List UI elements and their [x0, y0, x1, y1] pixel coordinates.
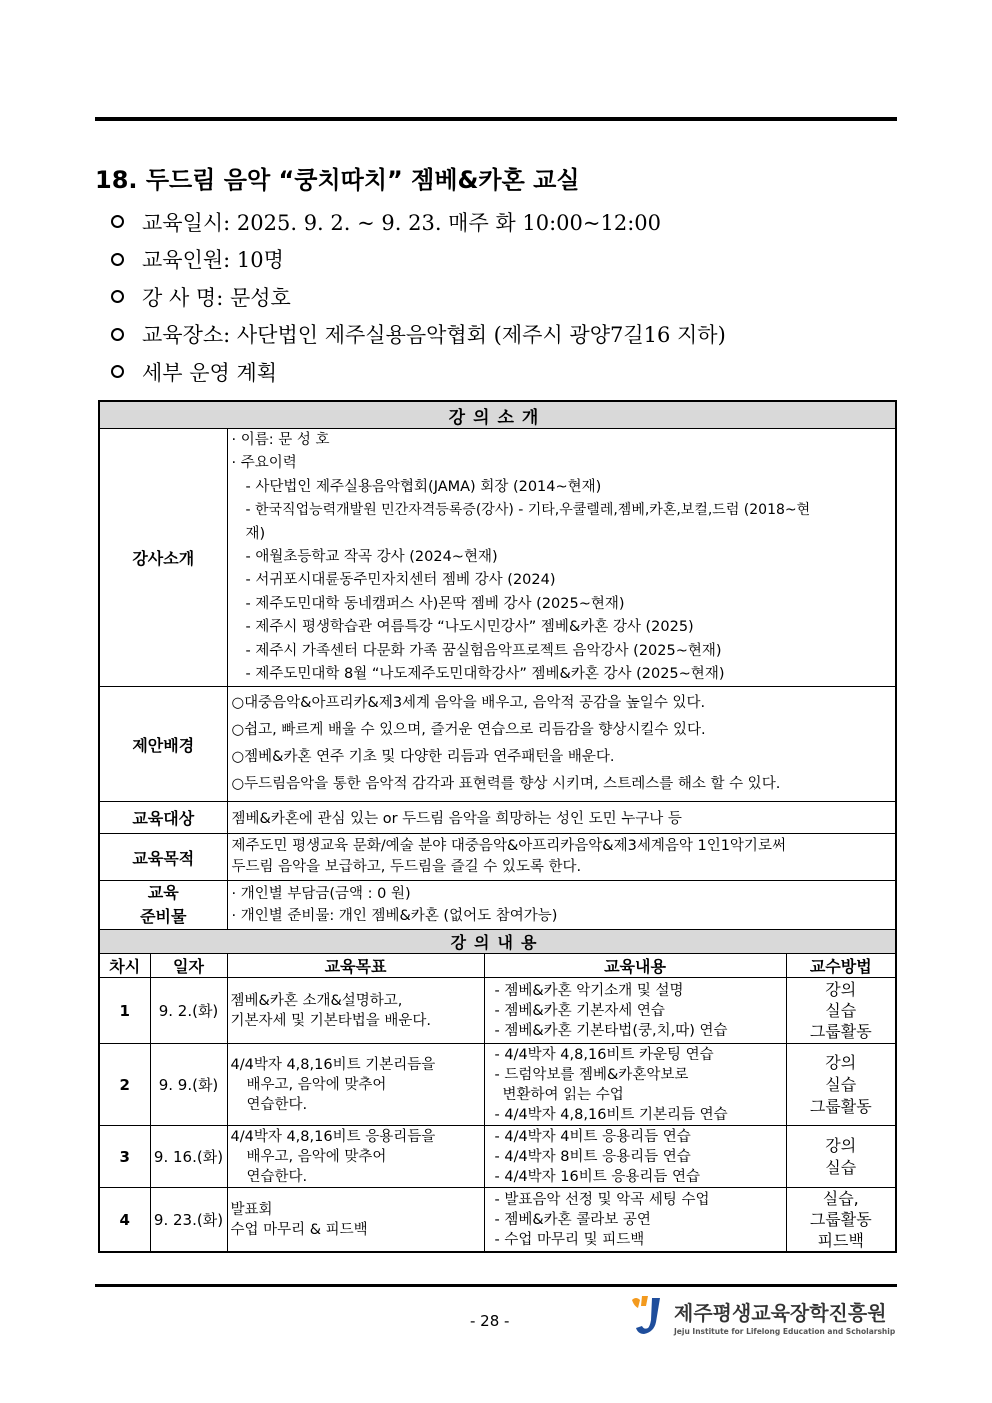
bullet-instructor: [110, 278, 726, 316]
session-detail: [484, 1044, 786, 1126]
method-line: 그룹활동: [809, 1096, 872, 1116]
circle-bullet-icon: [111, 365, 124, 378]
method-line: 실습: [825, 1157, 857, 1177]
session-number: 2: [99, 1044, 150, 1126]
session-goal: [227, 1044, 484, 1126]
session-date: 9. 23.(화): [150, 1188, 227, 1253]
method-line: 강의: [825, 980, 857, 1000]
circle-bullet-icon: [111, 215, 124, 228]
info-bullets: [110, 203, 726, 391]
session-goal: [227, 1126, 484, 1188]
instructor-line: - 사단법인 제주실용음악협회(JAMA) 회장 (2014~현재): [245, 478, 602, 495]
method-line: 강의: [825, 1135, 857, 1155]
detail-line: - 발표음악 선정 및 악곡 세팅 수업: [494, 1191, 710, 1208]
goal-line: 배우고, 음악에 맞추어: [246, 1148, 387, 1165]
instructor-line: - 제주도민대학 동네캠퍼스 사)몬딱 젬베 강사 (2025~현재): [245, 595, 625, 612]
detail-line: - 드럼악보를 젬베&카혼악보로: [494, 1066, 689, 1083]
circle-bullet-icon: [111, 290, 124, 303]
session-goal: [227, 978, 484, 1044]
top-rule: [95, 117, 897, 121]
instructor-line: · 주요이력: [231, 455, 297, 472]
supplies-label-line: 준비물: [140, 907, 187, 927]
bullet-plan: [110, 353, 726, 391]
background-label: 제안배경: [99, 687, 227, 802]
goal-line: 배우고, 음악에 맞추어: [246, 1076, 387, 1093]
supplies-label: [99, 881, 227, 930]
session-method: [786, 978, 896, 1044]
bullet-text: 강 사 명: 문성호: [142, 285, 291, 310]
session-detail: [484, 978, 786, 1044]
instructor-line: - 제주도민대학 8월 “나도제주도민대학강사” 젬베&카혼 강사 (2025~현재): [245, 666, 725, 683]
bullet-text: 교육일시: 2025. 9. 2. ~ 9. 23. 매주 화 10:00~12:00: [142, 210, 662, 235]
bullet-text: 교육장소: 사단법인 제주실용음악협회 (제주시 광양7길16 지하): [142, 323, 726, 348]
intro-header: 강의소개: [99, 401, 896, 429]
goal-line: 연습한다.: [246, 1096, 308, 1113]
method-line: 강의: [825, 1052, 857, 1072]
instructor-line: - 한국직업능력개발원 민간자격등록증(강사) - 기타,우쿨렐레,젬베,카혼,보컬,드럼 (2018~현: [245, 502, 811, 519]
session-date: 9. 16.(화): [150, 1126, 227, 1188]
goal-line: 젬베&카혼 소개&설명하고,: [230, 992, 403, 1009]
detail-line: - 수업 마무리 및 피드백: [494, 1231, 645, 1248]
session-number: 1: [99, 978, 150, 1044]
bullet-schedule: [110, 203, 726, 241]
table-row: [99, 978, 896, 1044]
col-header-date: 일자: [150, 954, 227, 978]
course-table: [98, 400, 897, 1253]
supplies-label-line: 교육: [147, 883, 179, 903]
content-header: 강의내용: [99, 930, 896, 954]
target-content: 젬베&카혼에 관심 있는 or 두드림 음악을 희망하는 성인 도민 누구나 등: [227, 802, 896, 834]
section-title: 18. 두드림 음악 “쿵치따치” 젬베&카혼 교실: [95, 166, 580, 194]
institute-name: 제주평생교육장학진흥원: [674, 1300, 887, 1325]
goal-line: 발표회: [230, 1201, 273, 1218]
method-line: 그룹활동: [809, 1022, 872, 1042]
background-content: [227, 687, 896, 802]
detail-line: - 젬베&카혼 기본자세 연습: [494, 1002, 665, 1019]
method-line: 그룹활동: [809, 1210, 872, 1230]
supplies-content: [227, 881, 896, 930]
bottom-rule: [95, 1284, 897, 1287]
session-goal: [227, 1188, 484, 1253]
background-line: ○대중음악&아프리카&제3세계 음악을 배우고, 음악적 공감을 높일수 있다.: [231, 695, 706, 712]
session-method: [786, 1044, 896, 1126]
method-line: 실습: [825, 1074, 857, 1094]
instructor-line: 재): [245, 525, 266, 542]
table-row: [99, 1188, 896, 1253]
detail-line: - 4/4박자 4,8,16비트 카운팅 연습: [494, 1046, 714, 1063]
detail-line: - 4/4박자 4비트 응용리듬 연습: [494, 1128, 691, 1145]
session-detail: [484, 1188, 786, 1253]
institute-emblem-icon: [628, 1294, 668, 1338]
col-header-detail: 교육내용: [484, 954, 786, 978]
col-header-session: 차시: [99, 954, 150, 978]
table-row: [99, 1126, 896, 1188]
purpose-content: [227, 834, 896, 881]
method-line: 실습,: [822, 1189, 859, 1209]
goal-line: 수업 마무리 & 피드백: [230, 1221, 368, 1238]
background-line: ○두드림음악을 통한 음악적 감각과 표현력를 향상 시키며, 스트레스를 해소 할 수 있다.: [231, 776, 781, 793]
detail-line: - 젬베&카혼 악기소개 및 설명: [494, 982, 684, 999]
detail-line: - 4/4박자 8비트 응용리듬 연습: [494, 1148, 691, 1165]
institute-name-en: Jeju Institute for Lifelong Education and Scholarship: [674, 1326, 896, 1336]
session-number: 4: [99, 1188, 150, 1253]
instructor-line: - 애월초등학교 작곡 강사 (2024~현재): [245, 549, 498, 566]
supplies-line: · 개인별 부담금(금액 : 0 원): [231, 886, 411, 903]
detail-line: 변환하여 읽는 수업: [502, 1086, 624, 1103]
bullet-text: 세부 운영 계획: [142, 360, 278, 385]
col-header-method: 교수방법: [786, 954, 896, 978]
target-label: 교육대상: [99, 802, 227, 834]
goal-line: 연습한다.: [246, 1168, 308, 1185]
circle-bullet-icon: [111, 328, 124, 341]
purpose-line: 제주도민 평생교육 문화/예술 분야 대중음악&아프리카음악&제3세계음악 1인1악기로써: [231, 838, 786, 855]
page-number: - 28 -: [470, 1312, 510, 1330]
detail-line: - 4/4박자 16비트 응용리듬 연습: [494, 1168, 701, 1185]
session-method: [786, 1188, 896, 1253]
bullet-capacity: [110, 241, 726, 279]
table-row: [99, 1044, 896, 1126]
detail-line: - 젬베&카혼 콜라보 공연: [494, 1211, 651, 1228]
goal-line: 기본자세 및 기본타법을 배운다.: [230, 1012, 432, 1029]
col-header-goal: 교육목표: [227, 954, 484, 978]
session-detail: [484, 1126, 786, 1188]
instructor-line: - 제주시 평생학습관 여름특강 “나도시민강사” 젬베&카혼 강사 (2025): [245, 619, 694, 636]
bullet-text: 교육인원: 10명: [142, 248, 284, 273]
supplies-line: · 개인별 준비물: 개인 젬베&카혼 (없어도 참여가능): [231, 908, 558, 925]
method-line: 피드백: [817, 1231, 864, 1251]
bullet-location: [110, 316, 726, 354]
detail-line: - 4/4박자 4,8,16비트 기본리듬 연습: [494, 1106, 728, 1123]
circle-bullet-icon: [111, 253, 124, 266]
instructor-line: · 이름: 문 성 호: [231, 432, 330, 448]
purpose-label: 교육목적: [99, 834, 227, 881]
instructor-line: - 제주시 가족센터 다문화 가족 꿈실험음악프로젝트 음악강사 (2025~현재): [245, 642, 722, 659]
institute-logo: [628, 1294, 895, 1338]
session-date: 9. 9.(화): [150, 1044, 227, 1126]
detail-line: - 젬베&카혼 기본타법(쿵,치,따) 연습: [494, 1022, 728, 1039]
method-line: 실습: [825, 1001, 857, 1021]
instructor-label: 강사소개: [99, 429, 227, 687]
purpose-line: 두드림 음악을 보급하고, 두드림을 즐길 수 있도록 한다.: [231, 859, 582, 876]
background-line: ○쉽고, 빠르게 배울 수 있으며, 즐거운 연습으로 리듬감을 향상시킬수 있다.: [231, 722, 706, 739]
session-number: 3: [99, 1126, 150, 1188]
background-line: ○젬베&카혼 연주 기초 및 다양한 리듬과 연주패턴을 배운다.: [231, 749, 615, 766]
session-date: 9. 2.(화): [150, 978, 227, 1044]
goal-line: 4/4박자 4,8,16비트 응용리듬을: [230, 1128, 436, 1145]
instructor-line: - 서귀포시대륜동주민자치센터 젬베 강사 (2024): [245, 572, 556, 589]
instructor-content: [227, 429, 896, 687]
goal-line: 4/4박자 4,8,16비트 기본리듬을: [230, 1056, 436, 1073]
session-method: [786, 1126, 896, 1188]
